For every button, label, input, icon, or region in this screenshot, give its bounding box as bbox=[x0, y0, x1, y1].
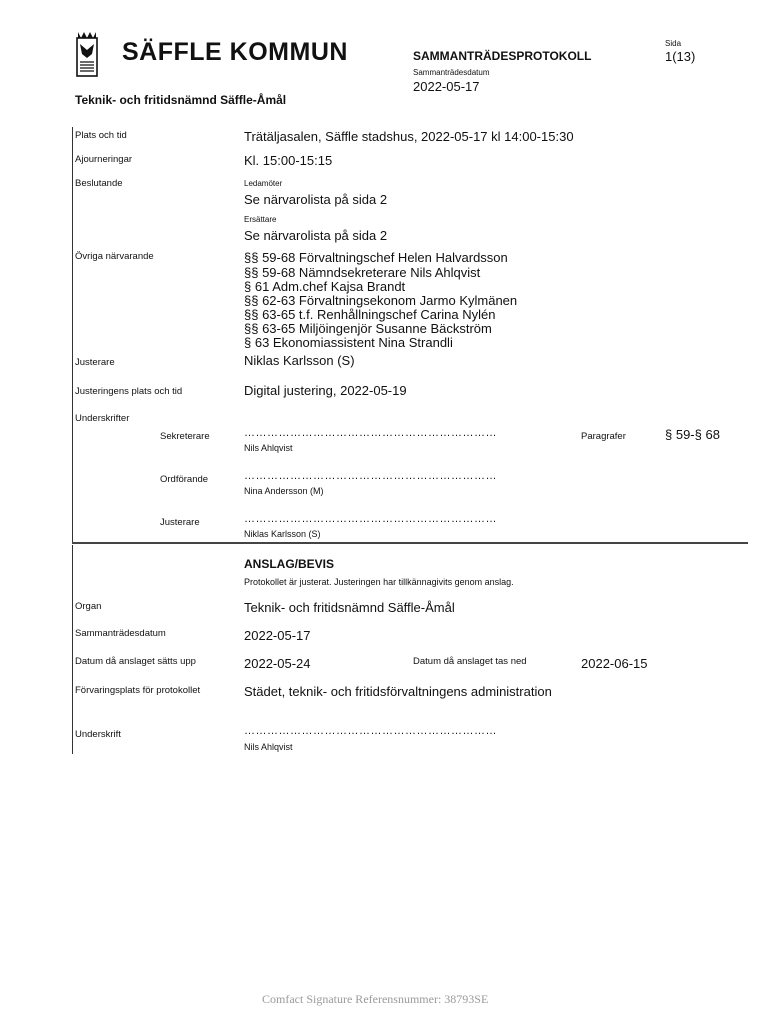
forvaring-value: Städet, teknik- och fritidsförvaltningens administration bbox=[244, 684, 552, 699]
underskrift-label: Underskrift bbox=[75, 729, 121, 740]
justerare-label: Justerare bbox=[75, 357, 115, 368]
anslag-text: Protokollet är justerat. Justeringen har tillkännagivits genom anslag. bbox=[244, 577, 514, 587]
justerare-signature-line: ………………………………………………………… bbox=[244, 513, 497, 525]
underskrift-signature-line: ………………………………………………………… bbox=[244, 725, 497, 737]
anslag-datum-label: Sammanträdesdatum bbox=[75, 628, 166, 639]
satts-upp-value: 2022-05-24 bbox=[244, 656, 311, 671]
ovriga-line-2: §§ 59-68 Nämndsekreterare Nils Ahlqvist bbox=[244, 265, 481, 280]
ersattare-label: Ersättare bbox=[244, 215, 277, 224]
underskrifter-label: Underskrifter bbox=[75, 413, 130, 424]
ledamoter-label: Ledamöter bbox=[244, 179, 283, 188]
ovriga-label: Övriga närvarande bbox=[75, 251, 154, 262]
section-divider bbox=[72, 542, 748, 544]
left-border-top bbox=[72, 127, 73, 542]
committee-name: Teknik- och fritidsnämnd Säffle-Åmål bbox=[75, 93, 287, 107]
ordforande-label: Ordförande bbox=[160, 474, 209, 485]
organ-label: Organ bbox=[75, 601, 102, 612]
ovriga-line-3: § 61 Adm.chef Kajsa Brandt bbox=[244, 279, 406, 294]
ovriga-line-6: §§ 63-65 Miljöingenjör Susanne Bäckström bbox=[244, 321, 492, 336]
page-label: Sida bbox=[665, 39, 682, 48]
document-type: SAMMANTRÄDESPROTOKOLL bbox=[413, 49, 592, 63]
ordforande-signature-line: ………………………………………………………… bbox=[244, 470, 497, 482]
justerare-value: Niklas Karlsson (S) bbox=[244, 353, 355, 368]
ajourneringar-value: Kl. 15:00-15:15 bbox=[244, 153, 333, 168]
municipality-crest-icon bbox=[76, 30, 98, 78]
plats-value: Trätäljasalen, Säffle stadshus, 2022-05-17 kl 14:00-15:30 bbox=[244, 129, 574, 144]
justerare-name: Niklas Karlsson (S) bbox=[244, 529, 321, 539]
satts-upp-label: Datum då anslaget sätts upp bbox=[75, 656, 196, 667]
paragrafer-label: Paragrafer bbox=[581, 431, 626, 442]
meeting-date-label: Sammanträdesdatum bbox=[413, 68, 490, 77]
org-name: SÄFFLE KOMMUN bbox=[122, 38, 348, 66]
ersattare-value: Se närvarolista på sida 2 bbox=[244, 228, 388, 243]
tas-ned-value: 2022-06-15 bbox=[581, 656, 648, 671]
tas-ned-label: Datum då anslaget tas ned bbox=[413, 656, 527, 667]
sekreterare-label: Sekreterare bbox=[160, 431, 210, 442]
meeting-date-value: 2022-05-17 bbox=[413, 79, 480, 94]
signature-reference: Comfact Signature Referensnummer: 38793SE bbox=[262, 992, 489, 1006]
ovriga-line-5: §§ 63-65 t.f. Renhållningschef Carina Nylén bbox=[244, 307, 496, 322]
anslag-datum-value: 2022-05-17 bbox=[244, 628, 311, 643]
beslutande-label: Beslutande bbox=[75, 178, 123, 189]
plats-label: Plats och tid bbox=[75, 130, 127, 141]
sekreterare-name: Nils Ahlqvist bbox=[244, 443, 293, 453]
ordforande-name: Nina Andersson (M) bbox=[244, 486, 324, 496]
ovriga-line-7: § 63 Ekonomiassistent Nina Strandli bbox=[244, 335, 453, 350]
left-border-bottom bbox=[72, 545, 73, 754]
ajourneringar-label: Ajourneringar bbox=[75, 154, 133, 165]
anslag-title: ANSLAG/BEVIS bbox=[244, 557, 335, 571]
page-number: 1(13) bbox=[665, 49, 696, 64]
ledamoter-value: Se närvarolista på sida 2 bbox=[244, 192, 388, 207]
sekreterare-signature-line: ………………………………………………………… bbox=[244, 427, 497, 439]
justering-label: Justeringens plats och tid bbox=[75, 386, 183, 397]
ovriga-line-4: §§ 62-63 Förvaltningsekonom Jarmo Kylmänen bbox=[244, 293, 518, 308]
paragrafer-value: § 59-§ 68 bbox=[665, 427, 720, 442]
ovriga-line-1: §§ 59-68 Förvaltningschef Helen Halvardsson bbox=[244, 250, 508, 265]
organ-value: Teknik- och fritidsnämnd Säffle-Åmål bbox=[244, 600, 455, 615]
forvaring-label: Förvaringsplats för protokollet bbox=[75, 685, 201, 696]
justering-value: Digital justering, 2022-05-19 bbox=[244, 383, 407, 398]
justerare-sign-label: Justerare bbox=[160, 517, 200, 528]
underskrift-name: Nils Ahlqvist bbox=[244, 742, 293, 752]
